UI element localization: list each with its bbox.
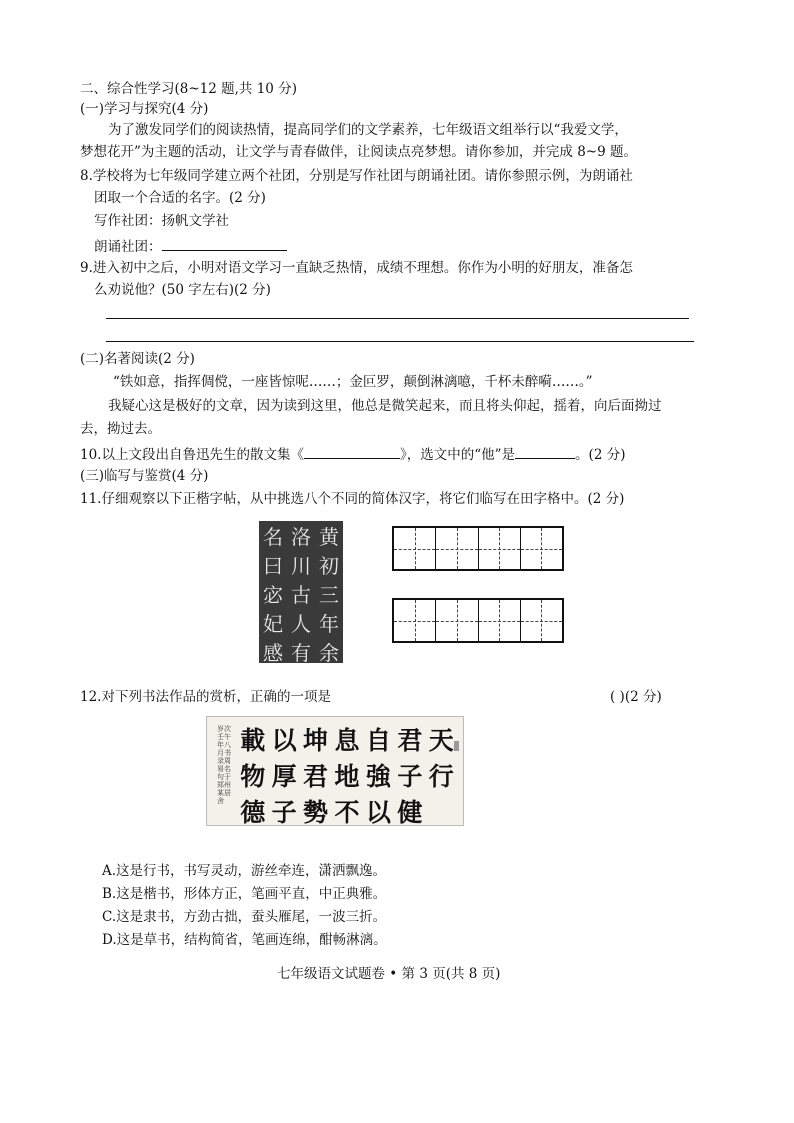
scroll-char: 坤 — [303, 726, 329, 755]
scroll-char: 健 — [397, 798, 423, 827]
tianzige-row-2 — [392, 598, 564, 643]
q10-text-c: 。(2 分) — [575, 447, 626, 463]
q12-text: 12.对下列书法作品的赏析，正确的一项是 — [80, 689, 331, 705]
callig-char: 曰 — [263, 554, 283, 578]
scroll-char: 載 — [240, 726, 266, 755]
scroll-char: 自 — [365, 726, 391, 755]
q12-option-c[interactable]: C.这是隶书，方劲古拙，蚕头雁尾，一波三折。 — [102, 909, 387, 925]
part2-title: (二)名著阅读(2 分) — [80, 351, 195, 367]
tianzige-cell[interactable] — [479, 528, 521, 569]
callig-char: 初 — [319, 554, 339, 578]
tianzige-cell[interactable] — [436, 600, 478, 641]
tianzige-cell[interactable] — [479, 600, 521, 641]
callig-char: 名 — [263, 525, 283, 549]
scroll-signature: 岁次壬午年八月书录周易名句于郑州某居舍 — [217, 725, 231, 805]
q9-line2: 么劝说他？(50 字左右)(2 分) — [94, 282, 271, 298]
section-header: 二、综合性学习(8~12 题,共 10 分) — [80, 81, 297, 97]
scroll-char: 子 — [397, 762, 423, 791]
callig-char: 洛 — [291, 525, 311, 549]
part2-para-line2: 去，拗过去。 — [80, 421, 161, 437]
callig-char: 有 — [291, 641, 311, 665]
scroll-char: 地 — [334, 762, 360, 791]
part1-title: (一)学习与探究(4 分) — [80, 101, 209, 117]
scroll-char: 天 — [428, 726, 454, 755]
q11-text: 11.仔细观察以下正楷字帖，从中挑选八个不同的简体汉字，将它们临写在田字格中。(2 分) — [80, 491, 625, 507]
part2-quote: “铁如意，指挥倜傥，一座皆惊呢……；金叵罗，颠倒淋漓噫，千杯未醉嗬……。” — [113, 374, 593, 390]
q12-option-a[interactable]: A.这是行书，书写灵动，游丝牵连，潇洒飘逸。 — [102, 863, 387, 879]
scroll-char: 德 — [240, 798, 266, 827]
scroll-char: 行 — [428, 762, 454, 791]
q8-answer-blank[interactable] — [162, 236, 287, 251]
q10-blank-he[interactable] — [515, 444, 575, 459]
q8-example: 写作社团：扬帆文学社 — [94, 213, 229, 229]
tianzige-cell[interactable] — [436, 528, 478, 569]
tianzige-cell[interactable] — [521, 528, 562, 569]
calligraphy-scroll — [206, 716, 464, 826]
q12-option-b[interactable]: B.这是楷书，形体方正，笔画平直，中正典雅。 — [102, 886, 387, 902]
q10-text-b: 》，选文中的“他”是 — [399, 447, 516, 463]
scroll-char: 厚 — [271, 762, 297, 791]
scroll-char: 子 — [271, 798, 297, 827]
q10-text-a: 10.以上文段出自鲁迅先生的散文集《 — [80, 447, 304, 463]
part2-para-line1: 我疑心这是极好的文章，因为读到这里，他总是微笑起来，而且将头仰起，摇着，向后面拗过 — [108, 398, 662, 414]
callig-char: 古 — [291, 583, 311, 607]
scroll-char: 君 — [303, 762, 329, 791]
part1-intro-line1: 为了激发同学们的阅读热情，提高同学们的文学素养，七年级语文组举行以“我爱文学， — [108, 122, 628, 138]
calligraphy-copybook — [259, 521, 343, 663]
scroll-char: 以 — [271, 726, 297, 755]
q9-answer-line-2[interactable] — [106, 341, 694, 342]
callig-char: 余 — [319, 641, 339, 665]
callig-char: 感 — [263, 641, 283, 665]
scroll-char: 不 — [334, 798, 360, 827]
q10 — [80, 444, 625, 464]
page-footer: 七年级语文试题卷 • 第 3 页(共 8 页) — [277, 966, 501, 982]
tianzige-cell[interactable] — [394, 600, 436, 641]
callig-char: 三 — [319, 583, 339, 607]
tianzige-cell[interactable] — [521, 600, 562, 641]
q8-line2: 团取一个合适的名字。(2 分) — [94, 190, 266, 206]
scroll-char: 強 — [365, 762, 391, 791]
q12-option-d[interactable]: D.这是草书，结构简省，笔画连绵，酣畅淋漓。 — [102, 932, 387, 948]
callig-char: 妃 — [263, 612, 283, 636]
scroll-char: 勢 — [303, 798, 329, 827]
tianzige-row-1 — [392, 526, 564, 571]
callig-char: 黄 — [319, 525, 339, 549]
q8-answer — [94, 236, 287, 256]
scroll-char: 息 — [334, 726, 360, 755]
part1-intro-line2: 梦想花开”为主题的活动，让文学与青春做伴，让阅读点亮梦想。请你参加，并完成 8~9 题。 — [80, 144, 637, 160]
scroll-char — [426, 793, 457, 829]
q8-answer-label: 朗诵社团： — [94, 239, 162, 255]
q9-line1: 9.进入初中之后，小明对语文学习一直缺乏热情，成绩不理想。你作为小明的好朋友，准备怎 — [80, 260, 633, 276]
q10-blank-book[interactable] — [304, 444, 400, 459]
scroll-char: 物 — [240, 762, 266, 791]
q9-answer-line-1[interactable] — [106, 318, 689, 319]
scroll-char: 君 — [397, 726, 423, 755]
callig-char: 宓 — [263, 583, 283, 607]
callig-char: 年 — [319, 612, 339, 636]
tianzige-cell[interactable] — [394, 528, 436, 569]
callig-char: 人 — [291, 612, 311, 636]
scroll-char: 以 — [365, 798, 391, 827]
part3-title: (三)临写与鉴赏(4 分) — [80, 468, 209, 484]
q12-answer-bracket[interactable]: ( )(2 分) — [610, 689, 662, 705]
q8-line1: 8.学校将为七年级同学建立两个社团，分别是写作社团与朗诵社团。请你参照示例，为朗诵社 — [80, 168, 633, 184]
callig-char: 川 — [291, 554, 311, 578]
